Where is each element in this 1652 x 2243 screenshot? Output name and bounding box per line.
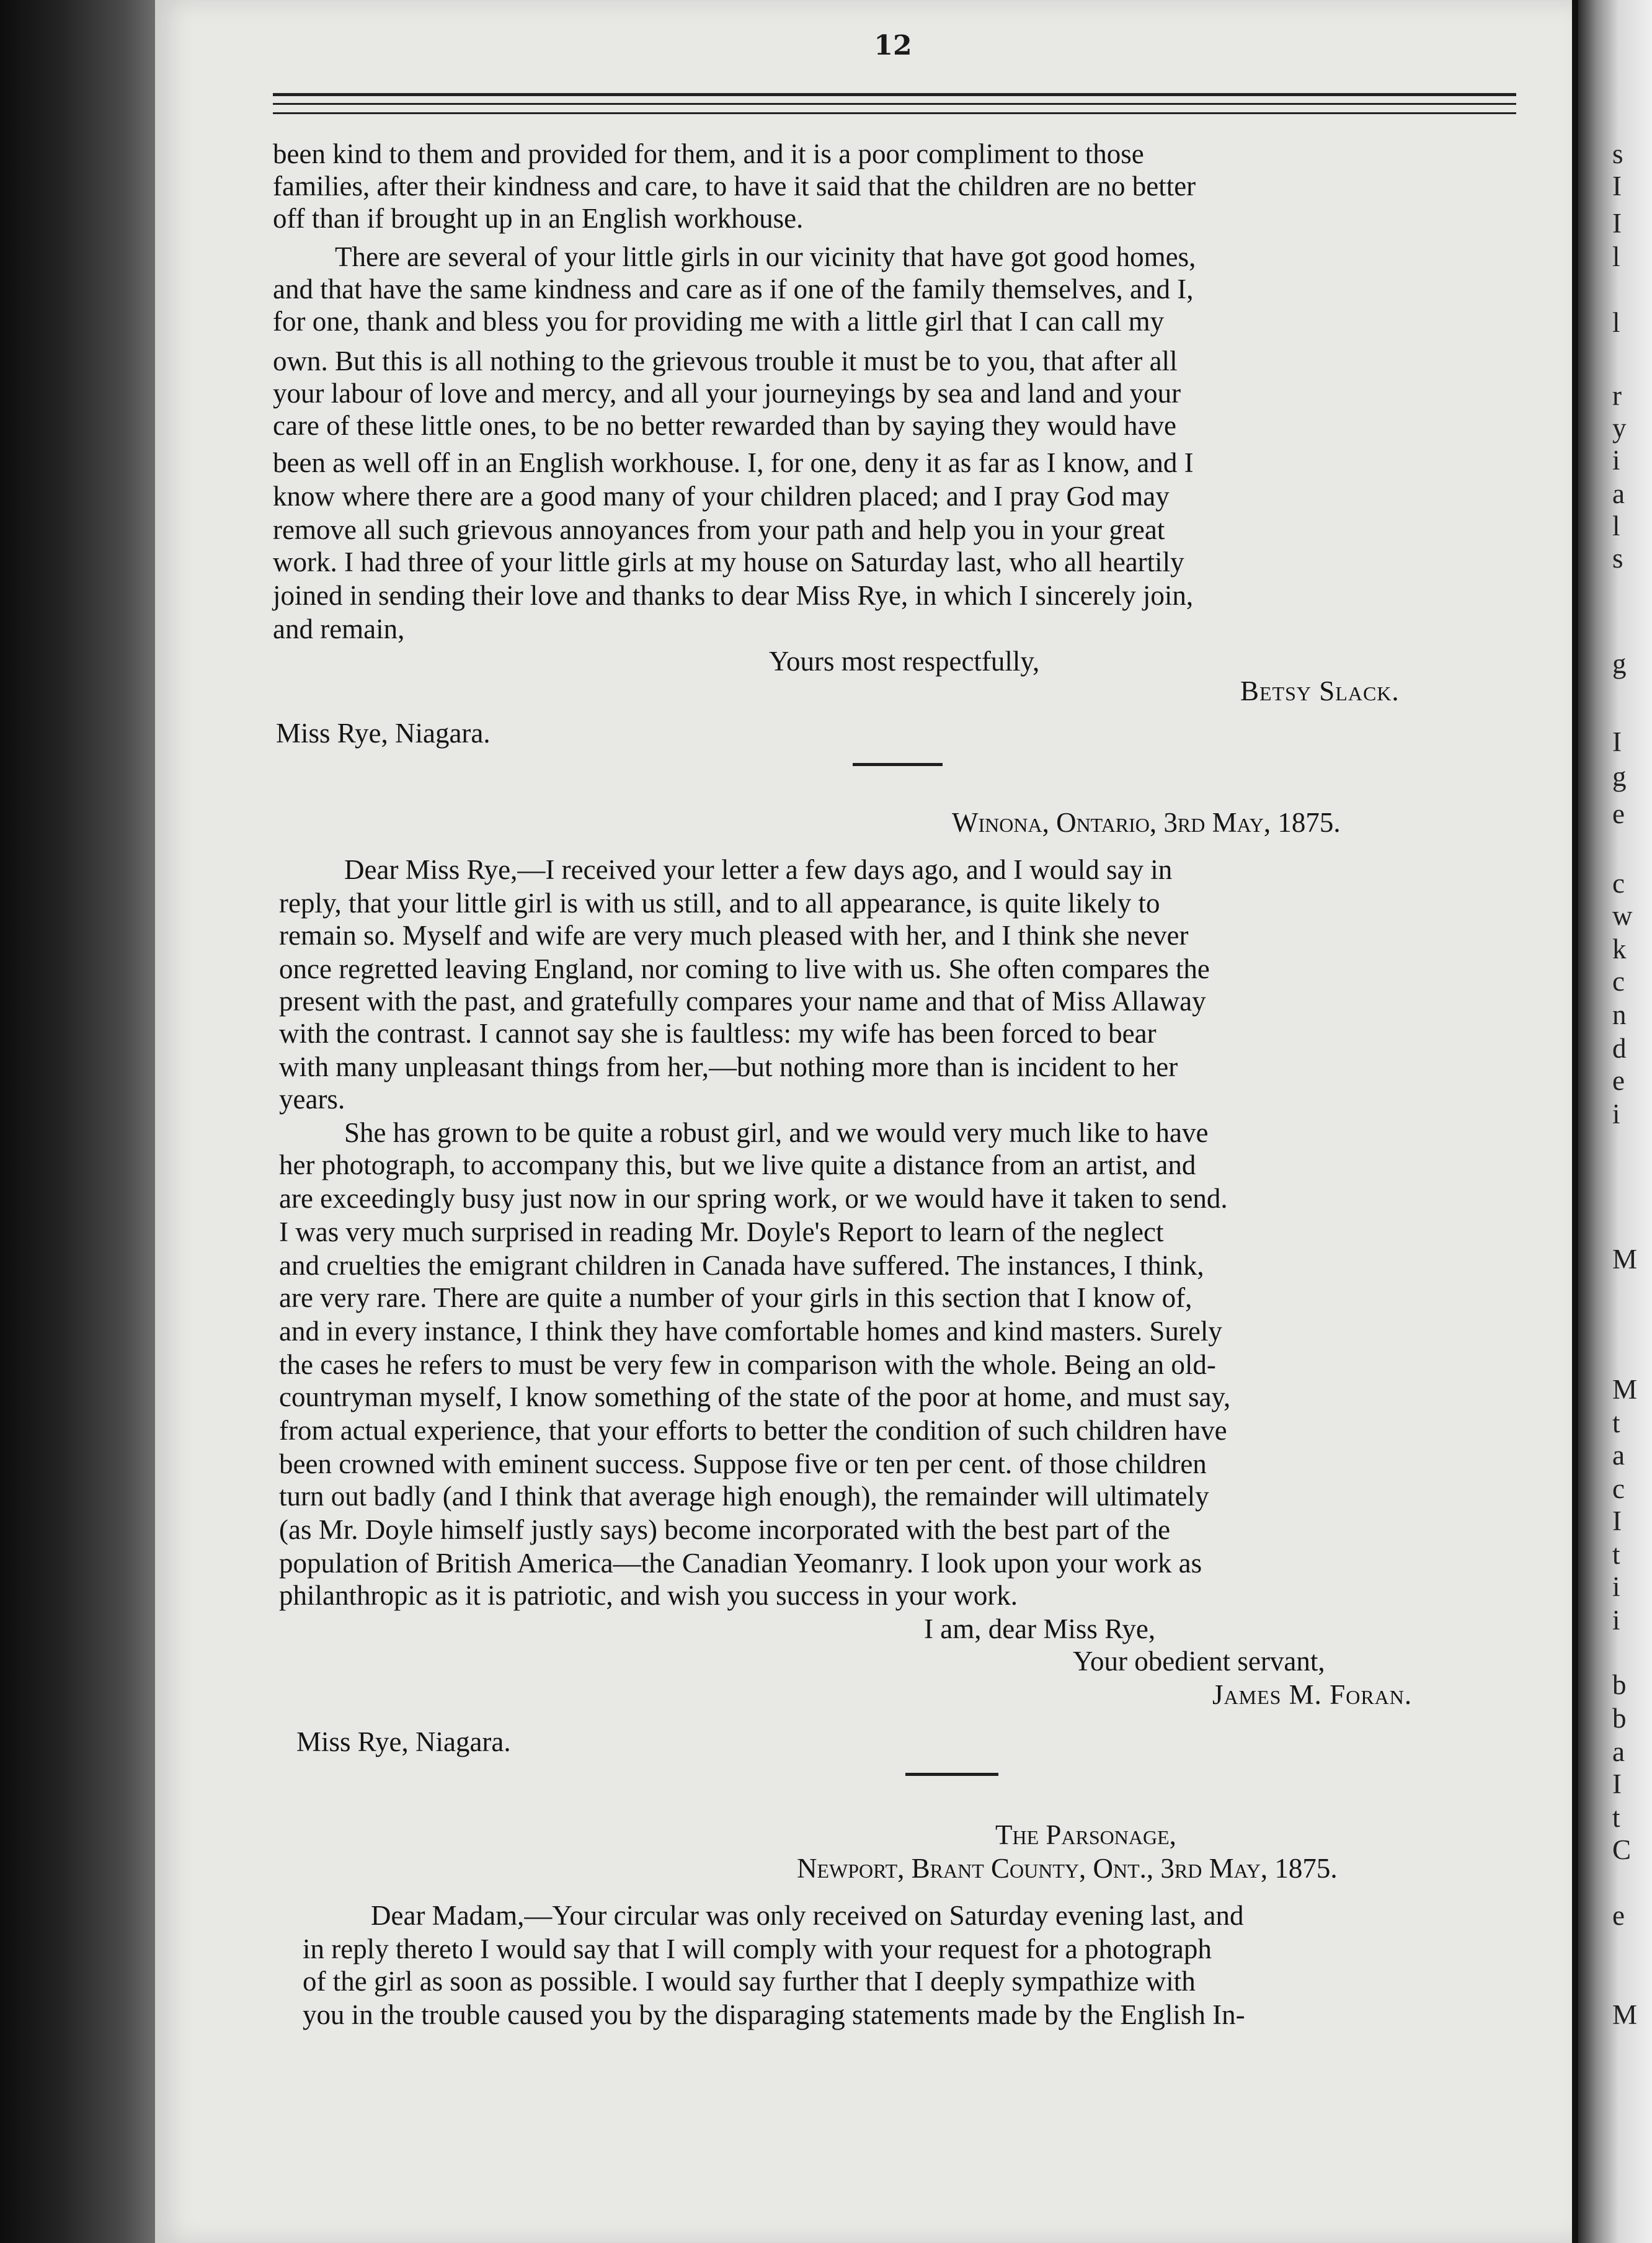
letter2-line: present with the past, and gratefully compares your name and that of Miss Allaway — [279, 986, 1206, 1017]
letter2-line: and cruelties the emigrant children in Canada have suffered. The instances, I think, — [279, 1250, 1204, 1281]
facing-page-fragment: t — [1612, 1802, 1620, 1833]
letter2-line: years. — [279, 1084, 345, 1115]
facing-page-fragment: C — [1612, 1834, 1632, 1865]
letter2-line: philanthropic as it is patriotic, and wish you success in your work. — [279, 1580, 1018, 1611]
letter3-line: in reply thereto I would say that I will comply with your request for a photograph — [303, 1933, 1212, 1964]
letter3-dateline: The Parsonage, — [995, 1819, 1176, 1850]
letter2-line: with many unpleasant things from her,—but nothing more than is incident to her — [279, 1051, 1178, 1082]
letter1-line: been kind to them and provided for them, and it is a poor compliment to those — [273, 138, 1144, 169]
letter3-dateline: Newport, Brant County, Ont., 3rd May, 1875. — [797, 1853, 1338, 1884]
facing-page-fragment: c — [1612, 966, 1625, 997]
letter1-line: remove all such grievous annoyances from your path and help you in your great — [273, 514, 1165, 545]
facing-page-fragments — [1612, 0, 1652, 2243]
letter2-line: and in every instance, I think they have comfortable homes and kind masters. Surely — [279, 1316, 1222, 1347]
letter2-line: I was very much surprised in reading Mr. Doyle's Report to learn of the neglect — [279, 1216, 1164, 1247]
letter2-line: the cases he refers to must be very few in comparison with the whole. Being an old- — [279, 1349, 1216, 1380]
facing-page-fragment: n — [1612, 999, 1627, 1030]
letter1-closing: Yours most respectfully, — [769, 646, 1040, 677]
letter1-line: care of these little ones, to be no better rewarded than by saying they would have — [273, 410, 1177, 441]
facing-page-fragment: l — [1612, 307, 1620, 338]
letter2-line: been crowned with eminent success. Suppose five or ten per cent. of those children — [279, 1448, 1207, 1479]
letter1-line: own. But this is all nothing to the grievous trouble it must be to you, that after all — [273, 346, 1178, 377]
facing-page-fragment: g — [1612, 648, 1627, 679]
letter1-line: for one, thank and bless you for providing me with a little girl that I can call my — [273, 306, 1165, 337]
facing-page-fragment: M — [1612, 1999, 1638, 2030]
facing-page-fragment: e — [1612, 1900, 1625, 1931]
facing-page-fragment: l — [1612, 511, 1620, 542]
facing-page-fragment: k — [1612, 934, 1627, 965]
facing-page-fragment: i — [1612, 1571, 1620, 1602]
letter1-line: work. I had three of your little girls at my house on Saturday last, who all heartily — [273, 546, 1184, 577]
letter2-line: from actual experience, that your efforts to better the condition of such children have — [279, 1415, 1227, 1446]
letter3-line: you in the trouble caused you by the disparaging statements made by the English In- — [303, 1999, 1245, 2030]
letter2-line: turn out badly (and I think that average high enough), the remainder will ultimately — [279, 1481, 1209, 1512]
facing-page-fragment: b — [1612, 1669, 1627, 1700]
facing-page-fragment: s — [1612, 543, 1623, 574]
facing-page-fragment: y — [1612, 412, 1627, 444]
facing-page-fragment: c — [1612, 1473, 1625, 1504]
letter1-line: been as well off in an English workhouse. I, for one, deny it as far as I know, and I — [273, 447, 1194, 478]
facing-page-fragment: r — [1612, 380, 1622, 411]
letter1-line: off than if brought up in an English workhouse. — [273, 203, 804, 234]
facing-page-fragment: s — [1612, 138, 1623, 169]
letter2-addressee: Miss Rye, Niagara. — [296, 1726, 511, 1757]
letter2-line: population of British America—the Canadian Yeomanry. I look upon your work as — [279, 1548, 1202, 1579]
facing-page-fragment: i — [1612, 1605, 1620, 1636]
letter-separator — [853, 763, 943, 766]
facing-page-fragment: e — [1612, 798, 1625, 829]
facing-page-fragment: M — [1612, 1244, 1638, 1275]
facing-page-fragment: a — [1612, 1736, 1625, 1767]
letter2-line: her photograph, to accompany this, but we live quite a distance from an artist, and — [279, 1149, 1196, 1180]
facing-page-fragment: a — [1612, 478, 1625, 509]
letter2-closing: I am, dear Miss Rye, — [924, 1613, 1156, 1644]
facing-page-fragment: d — [1612, 1033, 1627, 1064]
facing-page-fragment: I — [1612, 1768, 1622, 1799]
facing-page-fragment: t — [1612, 1539, 1620, 1570]
letter3-line: Dear Madam,—Your circular was only received on Saturday evening last, and — [371, 1900, 1244, 1931]
facing-page-fragment: l — [1612, 241, 1620, 272]
facing-page-fragment: I — [1612, 208, 1622, 239]
letter2-line: Dear Miss Rye,—I received your letter a few days ago, and I would say in — [344, 854, 1173, 885]
letter2-closing: Your obedient servant, — [1073, 1646, 1325, 1677]
letter1-line: and remain, — [273, 613, 405, 644]
facing-page-fragment: I — [1612, 726, 1622, 757]
facing-page-fragment: t — [1612, 1407, 1620, 1438]
letter2-line: countryman myself, I know something of the state of the poor at home, and must say, — [279, 1381, 1231, 1412]
letter1-line: There are several of your little girls in our vicinity that have got good homes, — [335, 241, 1196, 272]
letter2-line: (as Mr. Doyle himself justly says) become incorporated with the best part of the — [279, 1514, 1171, 1545]
facing-page-fragment: I — [1612, 171, 1622, 202]
letter2-line: with the contrast. I cannot say she is faultless: my wife has been forced to bear — [279, 1018, 1157, 1049]
letter1-line: families, after their kindness and care, to have it said that the children are no better — [273, 171, 1196, 202]
letter2-line: reply, that your little girl is with us still, and to all appearance, is quite likely to — [279, 888, 1160, 919]
facing-page-fragment: c — [1612, 868, 1625, 899]
letter2-line: are very rare. There are quite a number of your girls in this section that I know of, — [279, 1282, 1192, 1313]
facing-page-fragment: g — [1612, 761, 1627, 792]
letter-separator — [905, 1773, 998, 1776]
facing-page-fragment: I — [1612, 1505, 1622, 1536]
facing-page-fragment: M — [1612, 1374, 1638, 1405]
facing-page-fragment: b — [1612, 1703, 1627, 1734]
letter1-line: joined in sending their love and thanks to dear Miss Rye, in which I sincerely join, — [273, 580, 1194, 611]
letter2-signature: James M. Foran. — [1212, 1679, 1413, 1710]
letter2-line: She has grown to be quite a robust girl, and we would very much like to have — [344, 1117, 1209, 1148]
letter1-signature: Betsy Slack. — [1240, 676, 1400, 707]
letter2-line: are exceedingly busy just now in our spring work, or we would have it taken to send. — [279, 1183, 1228, 1214]
facing-page-fragment: a — [1612, 1440, 1625, 1471]
letter2-dateline: Winona, Ontario, 3rd May, 1875. — [952, 807, 1341, 838]
letter1-line: and that have the same kindness and care as if one of the family themselves, and I, — [273, 274, 1194, 305]
letter1-line: know where there are a good many of your children placed; and I pray God may — [273, 481, 1170, 512]
letter2-line: once regretted leaving England, nor coming to live with us. She often compares the — [279, 953, 1210, 984]
facing-page-fragment: w — [1612, 900, 1633, 931]
letter1-line: your labour of love and mercy, and all your journeyings by sea and land and your — [273, 378, 1181, 409]
letter1-addressee: Miss Rye, Niagara. — [276, 718, 491, 749]
letter2-line: remain so. Myself and wife are very much pleased with her, and I think she never — [279, 920, 1189, 951]
page-number: 12 — [874, 30, 912, 61]
facing-page-fragment: i — [1612, 1099, 1620, 1130]
facing-page-fragment: i — [1612, 445, 1620, 476]
letter3-line: of the girl as soon as possible. I would say further that I deeply sympathize with — [303, 1966, 1196, 1997]
facing-page-fragment: e — [1612, 1065, 1625, 1096]
